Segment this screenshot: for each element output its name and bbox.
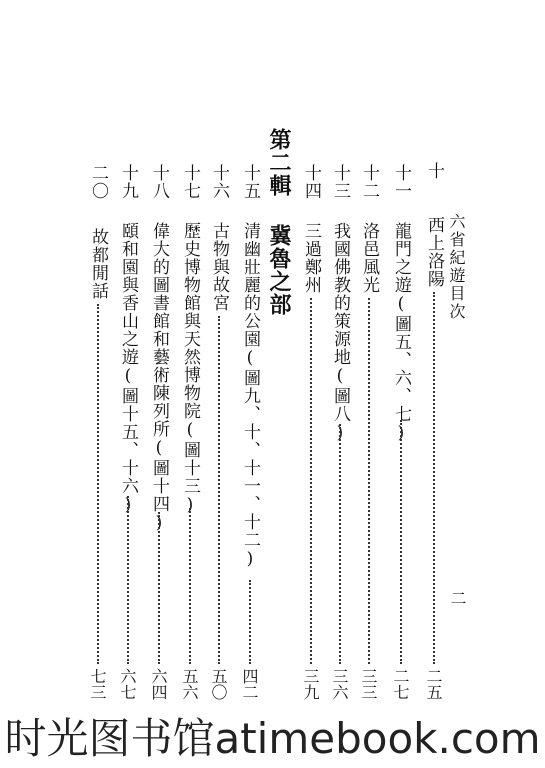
watermark-text: 时光图书馆atimebook.com xyxy=(4,714,541,763)
entry-number: 十八 xyxy=(149,164,169,200)
page-number: 二 xyxy=(448,590,467,606)
entry-page: 三九 xyxy=(301,668,320,700)
entry-number: 十七 xyxy=(180,164,200,200)
entry-number: 十三 xyxy=(330,164,350,200)
entry-number: 十二 xyxy=(359,164,379,200)
leader-dots xyxy=(127,496,129,664)
entry-title: 清幽壯麗的公園(圖九、十、十一、十二) xyxy=(240,222,260,570)
leader-dots xyxy=(368,298,370,664)
leader-dots xyxy=(433,292,435,664)
entry-page: 六七 xyxy=(118,668,137,700)
entry-number: 十四 xyxy=(301,164,321,200)
part-heading: 第二輯 冀魯之部 xyxy=(266,128,292,316)
entry-number: 二〇 xyxy=(88,164,108,200)
entry-page: 五〇 xyxy=(209,668,228,700)
entry-title: 洛邑風光 xyxy=(359,222,379,294)
leader-dots xyxy=(158,512,160,664)
entry-number: 十五 xyxy=(240,164,260,200)
entry-title: 歷史博物館與天然博物院(圖十三) xyxy=(180,222,200,516)
entry-page: 二七 xyxy=(391,668,410,700)
entry-page: 六四 xyxy=(149,668,168,700)
entry-number: 十 xyxy=(424,162,444,180)
book-title-header: 六省紀遊目次 xyxy=(447,213,466,321)
leader-dots xyxy=(189,508,191,664)
entry-title: 我國佛教的策源地(圖八) xyxy=(330,222,350,444)
entry-number: 十六 xyxy=(209,164,229,200)
entry-title: 故都閒話 xyxy=(88,228,108,300)
entry-page: 五六 xyxy=(180,668,199,700)
entry-title: 龍門之遊(圖五、六、七) xyxy=(391,222,411,444)
leader-dots xyxy=(400,420,402,664)
leader-dots xyxy=(218,316,220,664)
leader-dots xyxy=(339,424,341,664)
entry-page: 二五 xyxy=(424,668,443,700)
entry-page: 四二 xyxy=(240,668,259,700)
entry-page: 三六 xyxy=(330,668,349,700)
entry-number: 十九 xyxy=(118,164,138,200)
entry-page: 七三 xyxy=(88,668,107,700)
entry-title: 古物與故宮 xyxy=(209,222,229,312)
entry-title: 三過鄭州 xyxy=(301,222,321,294)
entry-title: 西上洛陽 xyxy=(424,216,444,288)
leader-dots xyxy=(249,580,251,664)
entry-page: 三三 xyxy=(359,668,378,700)
leader-dots xyxy=(310,298,312,664)
entry-number: 十一 xyxy=(391,164,411,200)
entry-title: 偉大的圖書館和藝術陳列所(圖十四) xyxy=(149,222,169,534)
entry-title: 頤和園與香山之遊(圖十五、十六) xyxy=(118,222,138,516)
leader-dots xyxy=(97,304,99,664)
